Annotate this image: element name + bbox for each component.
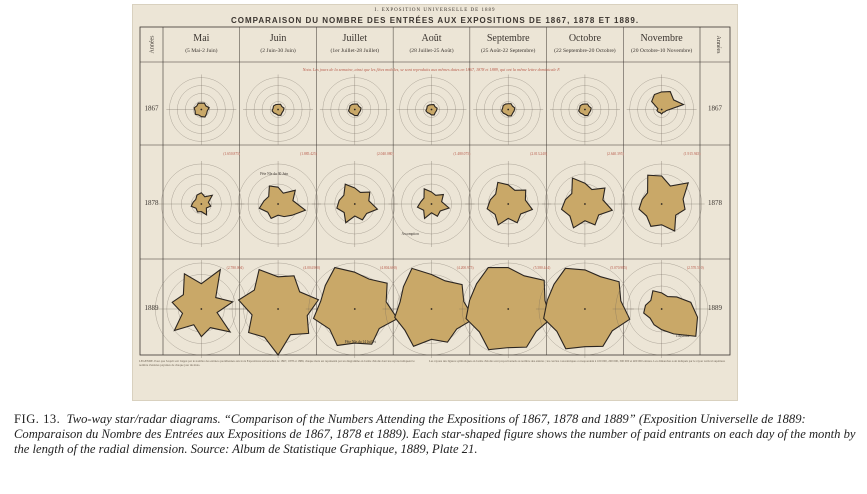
star-center [354, 109, 356, 111]
star-figure [652, 92, 684, 114]
total-entries-label: (1.480.075) [453, 152, 471, 156]
corner-label-left: Années [149, 35, 156, 54]
star-center [200, 203, 202, 205]
total-entries-label: (1.915.945) [683, 152, 701, 156]
star-center [354, 308, 356, 310]
star-cell [465, 152, 551, 247]
month-name: Octobre [568, 33, 602, 44]
star-figure [417, 189, 449, 219]
legend-right: Les rayons des figures symboliques en forme d'étoile sont proportionnels au nombre des entrées ; les cercles concentriques correspondent à 100 000, 200 000, 300 000 et 400 000 entrées. Les dimanches sont indiqués par le rayon vertical supérieur. [429, 360, 726, 363]
figure-caption [14, 412, 856, 457]
star-center [200, 109, 202, 111]
month-name: Novembre [640, 33, 683, 44]
month-dates: (22 Septembre-20 Octobre) [554, 48, 616, 54]
star-chart-grid [133, 5, 737, 400]
month-dates: (20 Octobre-10 Novembre) [631, 48, 693, 54]
star-figure [239, 270, 319, 355]
month-dates: (2 Juin-30 Juin) [260, 48, 296, 54]
star-figure [314, 268, 398, 346]
legend-left: LEGENDE. Pour que l'esprit soit frappé par le nombre des entrées quotidiennes aux trois Expositions universelles de 1867, 1878 et 1889, chaque mois est représenté par un diagramme en forme d'étoile dont les rayons indiquent le nombre d'entrées payantes de chaque jour du mois. [139, 360, 415, 367]
month-name: Mai [193, 33, 210, 44]
month-dates: (1er Juillet-28 Juillet) [330, 48, 380, 54]
total-entries-label: (2.040.080) [376, 152, 394, 156]
month-name: Août [421, 33, 442, 44]
star-cell [397, 75, 467, 145]
star-cell [243, 75, 313, 145]
star-figure [639, 175, 688, 231]
year-label-right: 1867 [708, 104, 722, 113]
total-entries-label: (4.804.600) [380, 266, 397, 270]
star-center [661, 109, 663, 111]
plate-subtitle: I. EXPOSITION UNIVERSELLE DE 1889 [374, 8, 496, 13]
month-dates: (25 Août-22 Septembre) [481, 48, 536, 54]
star-cell [613, 260, 711, 358]
year-label-right: 1878 [708, 199, 722, 207]
star-center [431, 109, 433, 111]
total-entries-label: (5.070.985) [610, 266, 628, 270]
star-cell [473, 75, 543, 145]
total-entries-label: (1.650.875) [223, 152, 241, 156]
total-entries-label: (2.570.510) [686, 266, 704, 270]
plate [133, 5, 737, 400]
star-center [584, 203, 586, 205]
star-center [507, 203, 509, 205]
nota-text: Nota. Les jours de la semaine, ainsi que les fêtes mobiles, se sont reproduits aux mêmes dates en 1867, 1878 et 1889, qui ont la même lettre dominicale F. [302, 67, 561, 72]
star-center [584, 109, 586, 111]
plate-title: COMPARAISON DU NOMBRE DES ENTRÉES AUX EXPOSITIONS DE 1867, 1878 ET 1889. [230, 16, 640, 25]
star-center [277, 308, 279, 310]
month-name: Juillet [342, 33, 368, 44]
total-entries-label: (4.004.900) [303, 266, 321, 270]
year-label-left: 1889 [144, 304, 159, 312]
annotation-label: Fête Nle du 14 Juillet [344, 340, 376, 344]
year-label-left: 1878 [144, 199, 159, 207]
caption-text: Two-way star/radar diagrams. “Comparison of the Numbers Attending the Expositions of 1867, 1878 and 1889” (Exposition Universelle de 1889: Comparaison du Nombre des Entrées aux Expositions de 1867, 1878 et 1889). Each star-shaped figure shows the number of paid entrants on each day of the month by the length of the radial dimension. Source: Album de Statistique Graphique, 1889, Plate 21. [14, 412, 856, 456]
star-cell [166, 75, 236, 145]
month-name: Septembre [486, 33, 530, 44]
month-dates: (5 Mai-2 Juin) [185, 48, 218, 54]
star-figure [562, 178, 613, 228]
star-center [584, 308, 586, 310]
total-entries-label: (5.580.444) [533, 266, 551, 270]
annotation-label: Fête Nle du 30 Juin [260, 172, 289, 176]
star-cell [542, 152, 628, 247]
star-cell [158, 152, 244, 247]
corner-label-right: Années [715, 35, 721, 54]
star-center [507, 308, 509, 310]
total-entries-label: (2.640.395) [606, 152, 624, 156]
star-center [354, 203, 356, 205]
star-center [277, 109, 279, 111]
total-entries-label: (2.780.004) [226, 266, 244, 270]
star-cell [550, 75, 620, 145]
star-center [661, 308, 663, 310]
star-figure [337, 184, 378, 223]
star-cell [320, 75, 390, 145]
star-figure [544, 268, 630, 348]
star-figure [259, 186, 305, 218]
star-cell [627, 75, 697, 145]
star-center [431, 308, 433, 310]
total-entries-label: (1.885.425) [300, 152, 317, 156]
star-figure [172, 270, 233, 337]
month-name: Juin [269, 33, 287, 44]
star-center [431, 203, 433, 205]
star-cell [235, 152, 321, 247]
month-dates: (28 Juillet-25 Août) [409, 48, 454, 54]
annotation-label: Toussaint [675, 334, 690, 338]
star-center [200, 308, 202, 310]
total-entries-label: (2.013.240) [530, 152, 547, 156]
star-figure [644, 291, 698, 336]
year-label-right: 1889 [708, 304, 722, 312]
star-center [277, 203, 279, 205]
star-figure [487, 182, 532, 225]
annotation-label: Assomption [401, 232, 419, 236]
year-label-left: 1867 [144, 104, 159, 113]
star-center [661, 203, 663, 205]
figure-label: FIG. 13. [14, 412, 61, 426]
star-center [507, 109, 509, 111]
star-cell [312, 152, 398, 247]
total-entries-label: (4.200.975) [456, 266, 474, 270]
star-cell [619, 152, 705, 247]
